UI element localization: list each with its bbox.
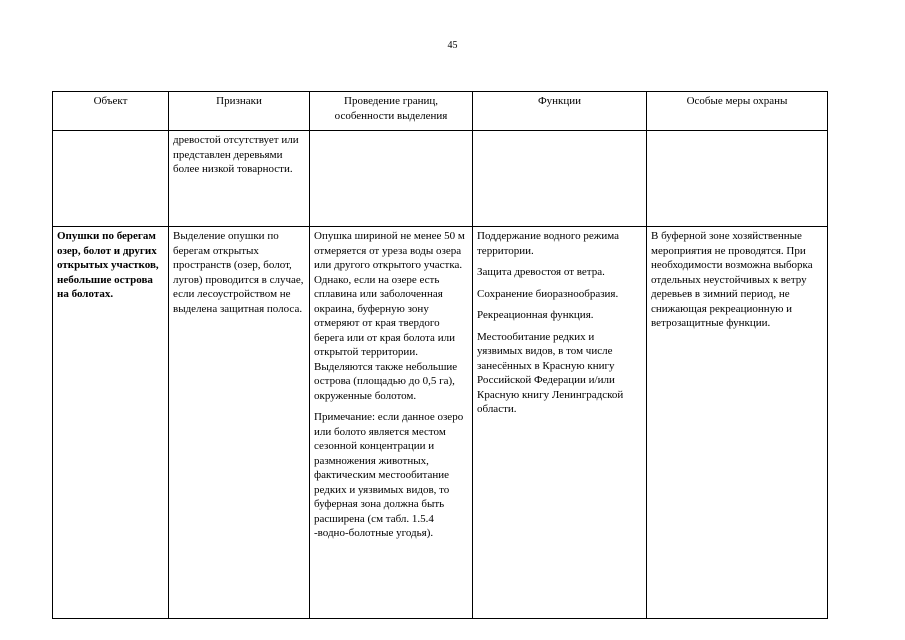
cell-measures: В буферной зоне хозяйственные мероприятия не проводятся. При необходимости возможна выборка отдельных неустойчивых к ветру деревьев в зимний период, не снижающая рекреационную и ветрозащитные функции. [647,227,828,619]
header-object: Объект [53,92,169,131]
header-signs: Признаки [169,92,310,131]
function-item: Сохранение биоразнообразия. [477,287,619,300]
header-measures: Особые меры охраны [647,92,828,131]
function-item: Рекреационная функция. [477,309,594,321]
cell-borders [310,227,473,619]
cell-functions [473,131,647,227]
function-item: Защита древостоя от ветра. [477,266,605,278]
borders-paragraph: Опушка шириной не менее 50 м отмеряется от уреза воды озера или другого открытого участка. Однако, если на озере есть сплавина или заболоченная окраина, буферную зону отмеряют от края твердого берега или от края болота или открытой территории. Выделяются также небольшие острова (площадью до 0,5 га), окруженные болотом. [314,230,465,402]
cell-object [53,131,169,227]
protection-zones-table [52,91,828,619]
cell-signs: Выделение опушки по берегам открытых пространств (озер, болот, лугов) проводится в случае, если лесоустройством не выделена защитная полоса. [169,227,310,619]
cell-signs: древостой отсутствует или представлен деревьями более низкой товарности. [169,131,310,227]
function-item: Поддержание водного режима территории. [477,230,620,257]
cell-functions [473,227,647,619]
table-row-continuation [53,131,828,227]
page-number: 45 [447,40,458,51]
table-header-row [53,92,828,131]
table-row-edges [53,227,828,619]
header-borders: Проведение границ, особенности выделения [310,92,473,131]
cell-measures [647,131,828,227]
borders-note: Примечание: если данное озеро или болото является местом сезонной концентрации и размножения животных, фактическим местообитание редких и уязвимых видов, то буферная зона должна быть расширена (см табл. 1.5.4 -водно-болотные угодья). [314,411,464,539]
cell-borders [310,131,473,227]
cell-object: Опушки по берегам озер, болот и других открытых участков, небольшие острова на болотах. [53,227,169,619]
header-functions: Функции [473,92,647,131]
function-item: Местообитание редких и уязвимых видов, в том числе занесённых в Красную книгу Российской Федерации и/или Красную книгу Ленинградской области. [477,330,624,415]
